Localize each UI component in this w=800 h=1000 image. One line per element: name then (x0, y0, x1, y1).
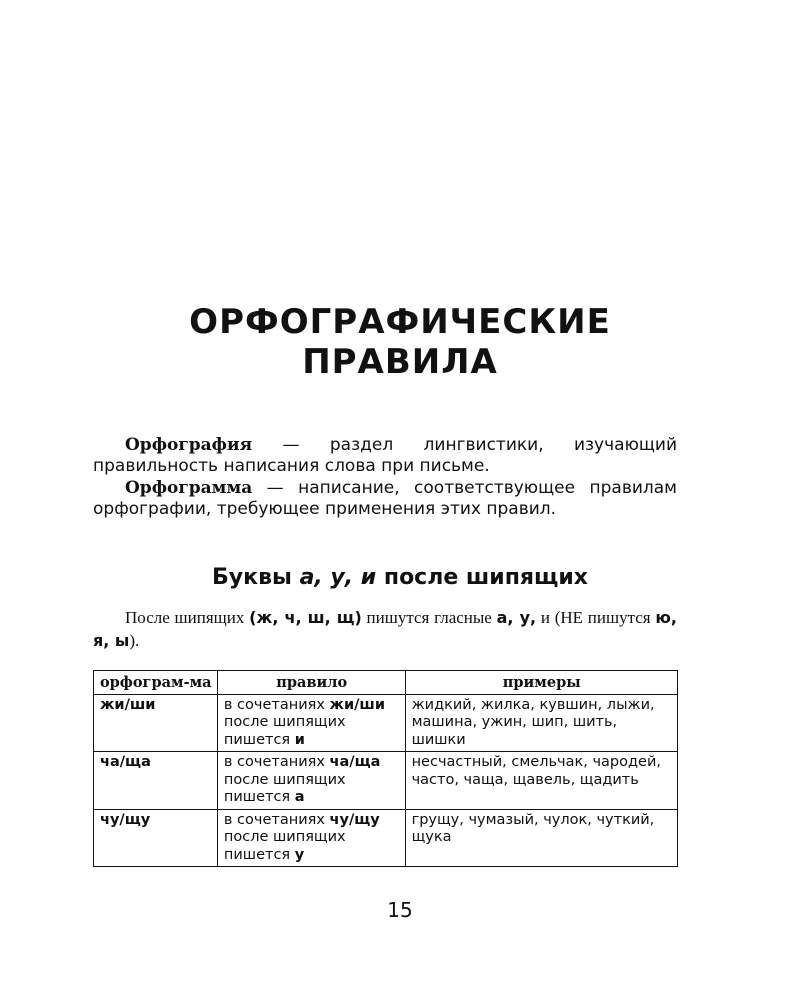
table-row (94, 752, 678, 810)
rule-letter: а (294, 789, 305, 805)
chapter-title-line-2: ПРАВИЛА (302, 342, 498, 382)
rule-letter: у (294, 846, 305, 863)
definition-text: — написание, соответствующее правилам орфографии, требующее применения этих правил. (93, 478, 677, 519)
cell-rule (217, 694, 405, 752)
rule-text: После шипящих (125, 608, 250, 627)
section-title-letters: а, у, и (299, 565, 377, 590)
section-title-suffix: после шипящих (376, 565, 588, 590)
rule-part: в сочетаниях (223, 696, 330, 713)
cell-orthogram: ча/ща (94, 752, 218, 810)
rule-part: в сочетаниях (223, 754, 330, 770)
cell-rule (217, 809, 405, 867)
rule-letter: и (294, 731, 305, 748)
cell-examples: грущу, чумазый, чулок, чуткий, щука (405, 809, 677, 867)
header-examples: примеры (405, 671, 677, 695)
section-title-prefix: Буквы (212, 565, 300, 590)
table-row (94, 809, 678, 867)
header-rule: правило (217, 671, 405, 695)
rule-part: в сочетаниях (223, 811, 330, 828)
cell-rule (217, 752, 405, 810)
rule-paragraph (93, 606, 677, 652)
table-row (94, 694, 678, 752)
rule-vowels: а, у, (496, 608, 537, 627)
table-header-row (94, 671, 678, 695)
rule-text: и (НЕ пишутся (536, 608, 656, 627)
header-orthogram: орфограм-ма (94, 671, 218, 695)
section-title (0, 564, 800, 592)
definition-text: — раздел лингвистики, изучающий правильность написания слова при письме. (93, 435, 677, 476)
definition-orthogram (93, 478, 677, 520)
rule-combination: чу/щу (329, 811, 380, 828)
rule-combination: ча/ща (329, 754, 381, 770)
cell-examples: несчастный, смельчак, чародей, часто, чаща, щавель, щадить (405, 752, 677, 810)
definition-term: Орфография (125, 435, 253, 455)
spelling-rules-table (93, 670, 678, 867)
rule-part: после шипящих пишется (223, 771, 346, 805)
cell-examples: жидкий, жилка, кувшин, лыжи, машина, ужин, шип, шить, шишки (405, 694, 677, 752)
rule-forbidden-vowels: ю, я, ы (93, 608, 677, 650)
rule-part: после шипящих пишется (223, 714, 346, 748)
rule-text: ). (129, 631, 140, 650)
cell-orthogram: чу/щу (94, 809, 218, 867)
definition-term: Орфограмма (125, 478, 253, 498)
rule-combination: жи/ши (329, 696, 385, 713)
rule-text: пишутся гласные (361, 608, 497, 627)
page-number: 15 (387, 898, 413, 922)
chapter-title (0, 302, 800, 382)
chapter-title-line-1: ОРФОГРАФИЧЕСКИЕ (189, 302, 611, 342)
cell-orthogram: жи/ши (94, 694, 218, 752)
rule-consonants: (ж, ч, ш, щ) (249, 608, 362, 627)
definition-orthography (93, 435, 677, 477)
rule-part: после шипящих пишется (223, 829, 346, 863)
